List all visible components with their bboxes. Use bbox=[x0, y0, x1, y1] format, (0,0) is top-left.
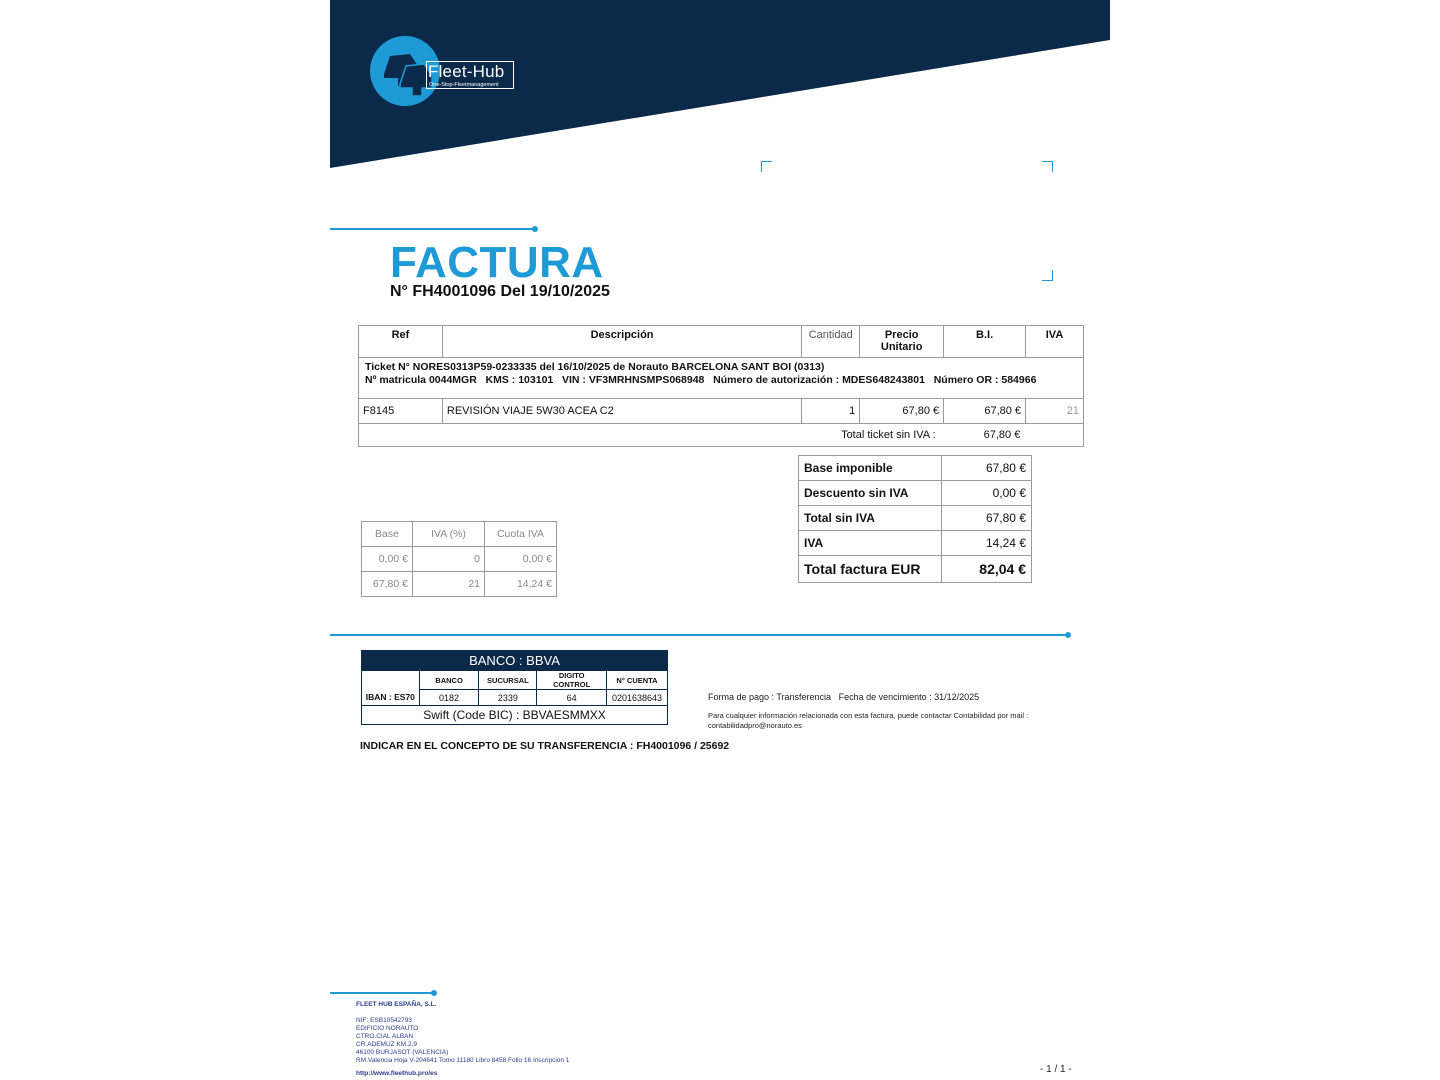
item-quantity: 1 bbox=[802, 399, 860, 424]
footer-company: FLEET HUB ESPAÑA, S.L. bbox=[356, 1001, 437, 1008]
col-quantity: Cantidad bbox=[802, 326, 860, 358]
bank-iban: IBAN : ES70 bbox=[362, 690, 420, 706]
bank-col-sucursal: SUCURSAL bbox=[479, 671, 537, 690]
col-description: Descripción bbox=[442, 326, 801, 358]
item-bi: 67,80 € bbox=[944, 399, 1026, 424]
iva-label: IVA bbox=[799, 531, 942, 556]
vat-base: 67,80 € bbox=[362, 572, 413, 597]
transfer-concept: INDICAR EN EL CONCEPTO DE SU TRANSFERENCIA : FH4001096 / 25692 bbox=[360, 740, 730, 752]
col-ref: Ref bbox=[359, 326, 443, 358]
vat-quota: 0,00 € bbox=[485, 547, 557, 572]
footer-line: EDIFICIO NORAUTO bbox=[356, 1024, 419, 1032]
totals-row-iva bbox=[799, 531, 1032, 556]
ticket-line-1: Ticket N° NORES0313P59-0233335 del 16/10/2025 de Norauto BARCELONA SANT BOI (0313) bbox=[365, 361, 825, 373]
bank-col-cuenta: N° CUENTA bbox=[607, 671, 668, 690]
item-ref: F8145 bbox=[359, 399, 443, 424]
item-iva: 21 bbox=[1026, 399, 1084, 424]
ticket-total-label: Total ticket sin IVA : bbox=[359, 424, 944, 447]
bank-columns-row bbox=[362, 671, 668, 690]
iva-value: 14,24 € bbox=[942, 531, 1032, 556]
address-corner-top-left bbox=[761, 161, 772, 172]
totals-table bbox=[798, 455, 1032, 583]
footer-address bbox=[356, 1017, 569, 1064]
ticket-info-row bbox=[359, 358, 1084, 399]
vat-base: 0,00 € bbox=[362, 547, 413, 572]
col-unit-price: Precio Unitario bbox=[860, 326, 944, 358]
totals-row-net bbox=[799, 506, 1032, 531]
title-rule-dot bbox=[532, 226, 538, 232]
discount-value: 0,00 € bbox=[942, 481, 1032, 506]
ticket-info bbox=[359, 358, 1084, 399]
footer-website-link[interactable]: http://www.fleethub.pro/es bbox=[356, 1070, 438, 1077]
items-table bbox=[358, 325, 1084, 447]
totals-row-base bbox=[799, 456, 1032, 481]
col-iva: IVA bbox=[1026, 326, 1084, 358]
table-row bbox=[362, 547, 557, 572]
bank-col-blank bbox=[362, 671, 420, 690]
invoice-page bbox=[330, 0, 1110, 1080]
contact-info: Para cualquier información relacionada con esta factura, puede contactar Contabilidad por mail : contabilidadpro@norauto.es bbox=[708, 711, 1029, 730]
address-corner-top-right bbox=[1042, 161, 1053, 172]
page-number: - 1 / 1 - bbox=[1040, 1064, 1072, 1075]
footer-line: CR.ADEMUZ KM.2,9 bbox=[356, 1040, 418, 1048]
vat-quota: 14,24 € bbox=[485, 572, 557, 597]
table-row bbox=[362, 572, 557, 597]
vat-col-rate: IVA (%) bbox=[413, 522, 485, 547]
vat-rate: 0 bbox=[413, 547, 485, 572]
bank-swift-row bbox=[362, 706, 668, 725]
footer-line: CTRO.CIAL ALBAN bbox=[356, 1032, 414, 1040]
bank-sucursal: 2339 bbox=[479, 690, 537, 706]
base-label: Base imponible bbox=[799, 456, 942, 481]
bank-swift: Swift (Code BIC) : BBVAESMMXX bbox=[362, 706, 668, 725]
table-row bbox=[359, 399, 1084, 424]
ticket-total-row bbox=[359, 424, 1084, 447]
logo-name: Fleet-Hub bbox=[428, 62, 505, 81]
bank-title: BANCO : BBVA bbox=[362, 651, 668, 671]
discount-label: Descuento sin IVA bbox=[799, 481, 942, 506]
vat-breakdown-table bbox=[361, 521, 557, 597]
bank-banco: 0182 bbox=[419, 690, 479, 706]
col-bi: B.I. bbox=[944, 326, 1026, 358]
invoice-title: FACTURA bbox=[390, 238, 604, 287]
grand-total-value: 82,04 € bbox=[942, 556, 1032, 583]
vat-header-row bbox=[362, 522, 557, 547]
invoice-number: N° FH4001096 Del 19/10/2025 bbox=[390, 283, 610, 300]
bank-header-row bbox=[362, 651, 668, 671]
payment-terms: Forma de pago : Transferencia Fecha de vencimiento : 31/12/2025 bbox=[708, 692, 980, 702]
title-rule bbox=[330, 228, 535, 230]
footer-line: RM.Valencia Hoja V-204641 Tomo 11180 Libro 8458 Folio 16 Inscripción 1 bbox=[356, 1056, 570, 1064]
ticket-line-2: Nº matricula 0044MGR KMS : 103101 VIN : VF3MRHNSMPS068948 Número de autorización : MDES648243801 Número OR : 584966 bbox=[365, 374, 1037, 386]
net-total-label: Total sin IVA bbox=[799, 506, 942, 531]
totals-row-discount bbox=[799, 481, 1032, 506]
vat-rate: 21 bbox=[413, 572, 485, 597]
vat-col-quota: Cuota IVA bbox=[485, 522, 557, 547]
base-value: 67,80 € bbox=[942, 456, 1032, 481]
net-total-value: 67,80 € bbox=[942, 506, 1032, 531]
item-unit-price: 67,80 € bbox=[860, 399, 944, 424]
ticket-total-value: 67,80 € bbox=[944, 424, 1084, 447]
bank-col-digito: DIGITO CONTROL bbox=[537, 671, 607, 690]
vat-col-base: Base bbox=[362, 522, 413, 547]
bank-values-row bbox=[362, 690, 668, 706]
bank-separator-rule bbox=[330, 634, 1068, 636]
bank-col-banco: BANCO bbox=[419, 671, 479, 690]
footer-rule bbox=[330, 992, 434, 994]
bank-details-table bbox=[361, 650, 668, 725]
grand-total-label: Total factura EUR bbox=[799, 556, 942, 583]
footer-line: 46100 BURJASOT (VALENCIA) bbox=[356, 1048, 449, 1056]
item-description: REVISIÓN VIAJE 5W30 ACEA C2 bbox=[442, 399, 801, 424]
bank-digito: 64 bbox=[537, 690, 607, 706]
footer-rule-dot bbox=[431, 990, 437, 996]
bank-cuenta: 0201638643 bbox=[607, 690, 668, 706]
address-corner-bottom-right bbox=[1042, 270, 1053, 281]
totals-row-grand bbox=[799, 556, 1032, 583]
footer-nif: NIF: ESB10542793 bbox=[356, 1017, 413, 1024]
bank-separator-dot bbox=[1065, 632, 1071, 638]
logo-tagline: One-Stop-Fleetmanagement bbox=[429, 82, 499, 88]
items-header-row bbox=[359, 326, 1084, 358]
